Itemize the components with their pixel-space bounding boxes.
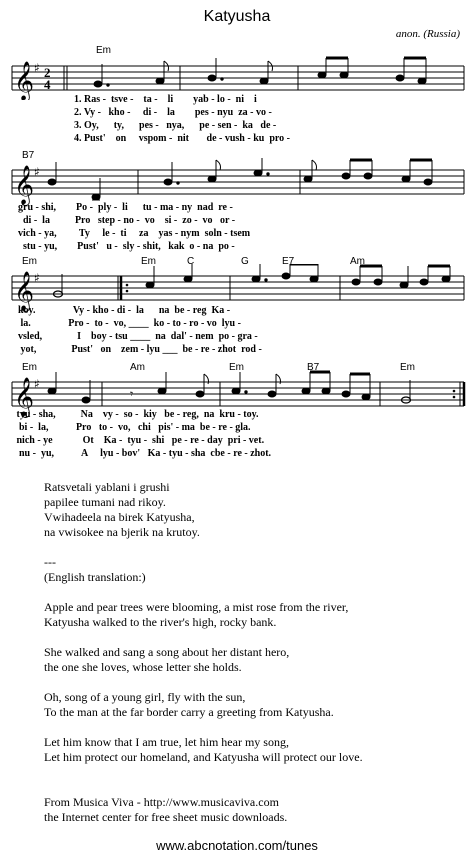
footer-url-link[interactable]: www.abcnotation.com/tunes [156, 838, 318, 853]
sharp-icon: ♯ [34, 165, 40, 179]
text-line: Vwihadeela na birek Katyusha, [44, 510, 195, 524]
treble-clef-icon: 𝄞 [14, 165, 35, 205]
text-line: the Internet center for free sheet music downloads. [44, 810, 288, 824]
text-line [44, 780, 363, 795]
text-line: She walked and sang a song about her distant hero, [44, 645, 290, 659]
text-line [44, 585, 363, 600]
lyric-line: la. Pro - to - vo, ____ ko - to - ro - vo lyu - [18, 318, 241, 329]
chord-symbol: Em [400, 362, 415, 373]
text-line: Katyusha walked to the river's high, rocky bank. [44, 615, 277, 629]
lyric-line: 2. Vy - kho - di - la pes - nyu za - vo - [74, 107, 272, 118]
chord-symbol: G [241, 256, 249, 267]
treble-clef-icon: 𝄞 [14, 271, 35, 311]
lyric-line: 4. Pust' on vspom - nit de - vush - ku pro - [74, 133, 290, 144]
chord-symbol: Em [141, 256, 156, 267]
lyric-line: yot, Pust' on zem - lyu ___ be - re - zhot rod - [18, 344, 262, 355]
chord-symbol: B7 [307, 362, 320, 373]
chord-symbol: Am [350, 256, 365, 267]
lyrics-and-translation-text [44, 480, 363, 825]
text-line: Ratsvetali yablani i grushi [44, 480, 170, 494]
text-line: --- [44, 555, 56, 569]
chord-symbol: C [187, 256, 195, 267]
text-line: papilee tumani nad rikoy. [44, 495, 166, 509]
treble-clef-icon: 𝄞 [14, 377, 35, 417]
chord-symbol: Em [22, 256, 37, 267]
lyric-line: gru - shi, Po - ply - li tu - ma - ny nad re - [18, 202, 233, 213]
lyric-line: bi - la, Pro to - vo, chi pis' - ma be - re - gla. [14, 422, 251, 433]
text-line [44, 765, 363, 780]
sharp-icon: ♯ [34, 271, 40, 285]
chord-symbol: Em [229, 362, 244, 373]
treble-clef-icon: 𝄞 [14, 61, 35, 100]
lyric-line: vich - ya, Ty le - ti za yas - nym soln - tsem [18, 228, 251, 239]
time-sig-bottom: 4 [44, 77, 51, 92]
svg-text:𝄾: 𝄾 [130, 387, 134, 401]
lyric-line: vsled, I boy - tsu ____ na dal' - nem po - gra - [18, 331, 258, 342]
text-line: Let him know that I am true, let him hear my song, [44, 735, 289, 749]
text-line: To the man at the far border carry a greeting from Katyusha. [44, 705, 334, 719]
song-title: Katyusha [203, 8, 271, 25]
lyric-line: nu - yu, A lyu - bov' Ka - tyu - sha cbe - re - zhot. [14, 448, 272, 459]
text-line [44, 675, 363, 690]
text-line: Let him protect our homeland, and Katyusha will protect our love. [44, 750, 363, 764]
text-line [44, 720, 363, 735]
time-sig-top: 2 [44, 65, 51, 80]
lyric-line: 1. Ras - tsve - ta - li yab - lo - ni i [74, 94, 257, 105]
text-line: From Musica Viva - http://www.musicaviva.com [44, 795, 279, 809]
composer-credit: anon. (Russia) [395, 28, 460, 40]
lyric-line: nich - ye Ot Ka - tyu - shi pe - re - day pri - vet. [14, 435, 265, 446]
lyric-line: stu - yu, Pust' u - sly - shit, kak o - na po - [18, 241, 235, 252]
text-line: the one she loves, whose letter she holds. [44, 660, 242, 674]
chord-symbol: Em [96, 45, 111, 56]
lyric-line: koy. Vy - kho - di - la na be - reg Ka - [18, 305, 231, 316]
lyric-line: 3. Oy, ty, pes - nya, pe - sen - ka de - [74, 120, 277, 131]
chord-symbol: B7 [22, 150, 35, 161]
text-line: Apple and pear trees were blooming, a mist rose from the river, [44, 600, 349, 614]
chord-symbol: Em [22, 362, 37, 373]
chord-symbol: Am [130, 362, 145, 373]
text-line: (English translation:) [44, 570, 146, 584]
text-line: Oh, song of a young girl, fly with the sun, [44, 690, 246, 704]
text-line [44, 630, 363, 645]
staff-system-1 [0, 50, 474, 100]
text-line: na vwisokee na bjerik na krutoy. [44, 525, 200, 539]
lyric-line: tyu - sha, Na vy - so - kiy be - reg, na kru - toy. [14, 409, 259, 420]
sharp-icon: ♯ [34, 377, 40, 391]
sharp-icon: ♯ [34, 61, 40, 75]
lyric-line: di - la Pro step - no - vo si - zo - vo or - [18, 215, 236, 226]
text-line [44, 540, 363, 555]
chord-symbol: E7 [282, 256, 295, 267]
